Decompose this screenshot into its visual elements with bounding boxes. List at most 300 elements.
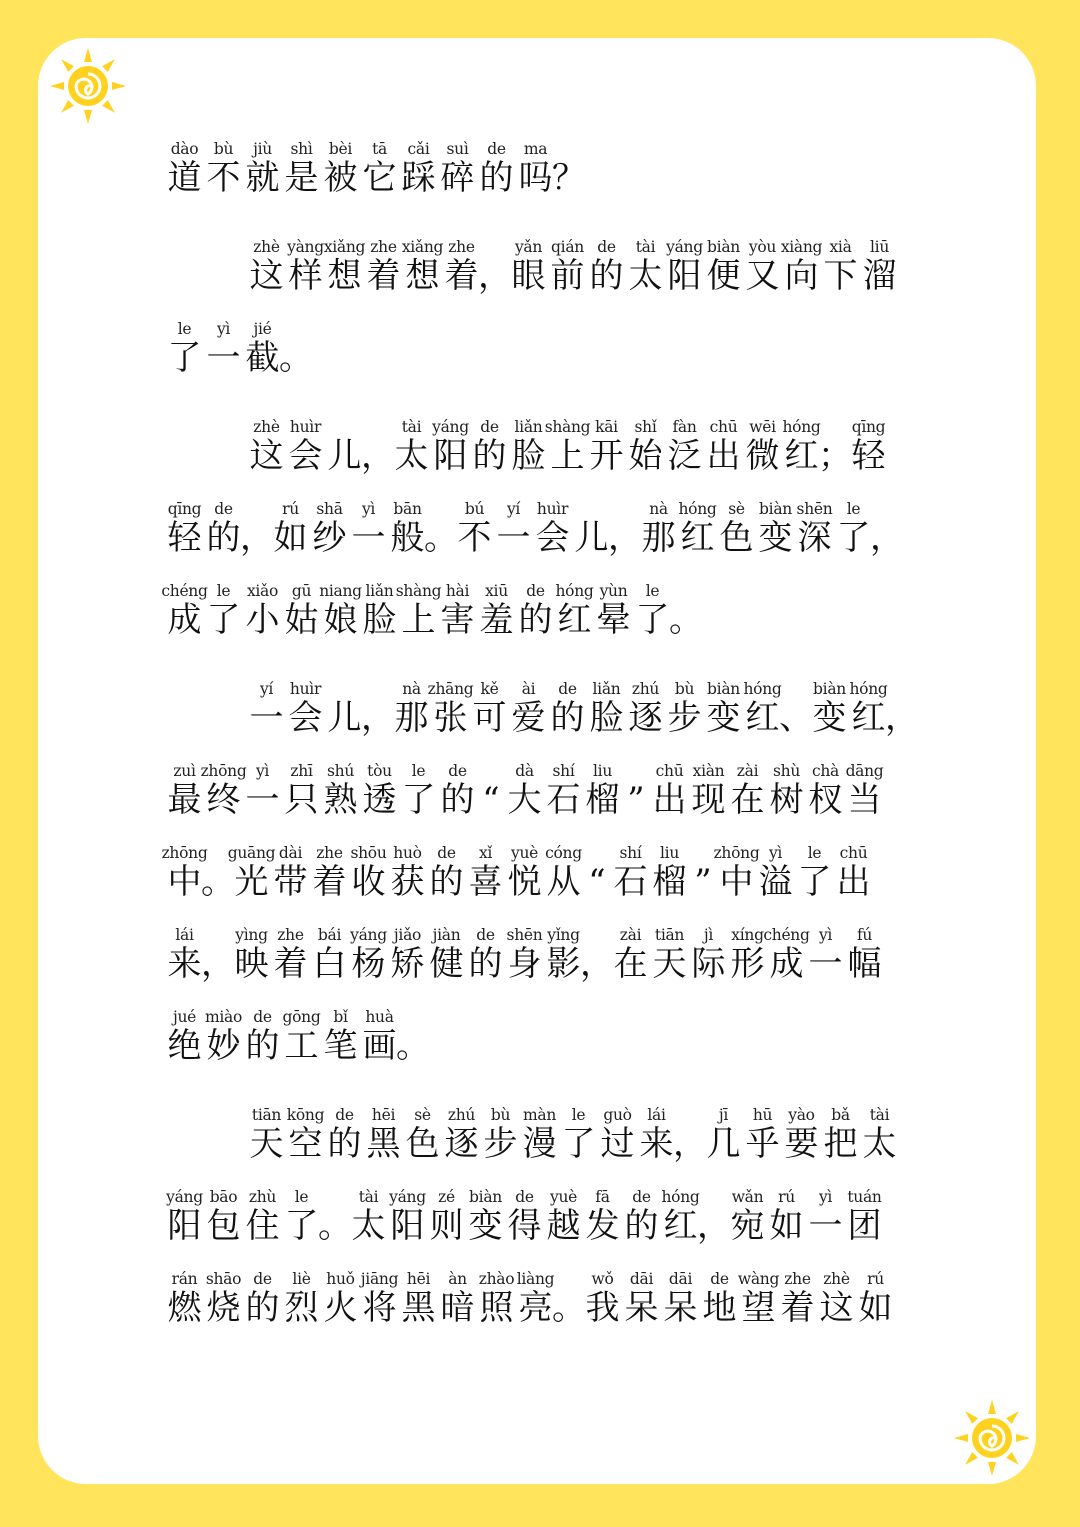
pinyin: yì	[818, 1188, 833, 1206]
hanzi: 绝	[167, 1026, 202, 1066]
ruby-char	[821, 1106, 860, 1164]
hanzi: 则	[429, 1206, 464, 1246]
pinyin: bù	[490, 1106, 511, 1124]
text-line	[165, 140, 925, 198]
ruby-char	[470, 680, 509, 738]
ruby-char	[763, 926, 810, 984]
pinyin: huà	[365, 1008, 394, 1026]
hanzi: 了	[167, 338, 202, 378]
ruby-char	[165, 500, 204, 558]
hanzi: 。	[279, 338, 313, 378]
hanzi: 轻	[851, 436, 886, 476]
pinyin: rú	[282, 500, 299, 518]
pinyin: le	[807, 844, 822, 862]
text-line	[165, 926, 925, 984]
pinyin: jī	[718, 1106, 729, 1124]
pinyin: chéng	[763, 926, 810, 944]
pinyin: xǐ	[478, 844, 493, 862]
hanzi: 来	[639, 1124, 674, 1164]
ruby-char	[204, 1008, 243, 1066]
ruby-char	[438, 140, 477, 198]
ruby-char	[626, 238, 665, 296]
pinyin: nà	[649, 500, 668, 518]
hanzi: 形	[730, 944, 765, 984]
ruby-char	[818, 418, 852, 476]
hanzi: 向	[784, 256, 819, 296]
pinyin: shí	[619, 844, 642, 862]
ruby-char	[544, 1188, 583, 1246]
hanzi: 映	[234, 944, 269, 984]
ruby-char	[477, 1270, 516, 1328]
ruby-char	[544, 762, 583, 820]
text-line	[165, 320, 925, 378]
pinyin: de	[476, 926, 495, 944]
ruby-char	[870, 500, 904, 558]
hanzi: 如	[769, 1206, 804, 1246]
hanzi: 会	[535, 518, 570, 558]
ruby-char	[403, 238, 442, 296]
pinyin: guò	[603, 1106, 632, 1124]
pinyin: shēn	[796, 500, 833, 518]
hanzi: 的	[206, 518, 241, 558]
hanzi: 的	[624, 1206, 659, 1246]
ruby-char	[669, 582, 703, 640]
pinyin: fàn	[672, 418, 697, 436]
pinyin: jiù	[253, 140, 272, 158]
hanzi: 望	[741, 1288, 776, 1328]
hanzi: 、	[779, 698, 813, 738]
pinyin: guāng	[227, 844, 276, 862]
hanzi: 变	[468, 1206, 503, 1246]
pinyin: huò	[393, 844, 422, 862]
ruby-char	[516, 582, 555, 640]
hanzi: 眼	[511, 256, 546, 296]
ruby-char	[639, 500, 678, 558]
ruby-char	[611, 926, 650, 984]
pinyin: nà	[402, 680, 421, 698]
pinyin: cǎi	[407, 140, 430, 158]
pinyin: zhe	[370, 238, 397, 256]
pinyin: zhù	[248, 1188, 277, 1206]
hanzi: 带	[273, 862, 308, 902]
ruby-char	[403, 1106, 442, 1164]
pinyin: le	[645, 582, 660, 600]
ruby-char	[622, 1270, 661, 1328]
hanzi: ；	[818, 436, 852, 476]
hanzi: 脸	[362, 600, 397, 640]
hanzi: 一	[351, 518, 386, 558]
hanzi: 黑	[401, 1288, 436, 1328]
pinyin: yì	[768, 844, 783, 862]
ruby-char	[201, 926, 235, 984]
pinyin: liu	[593, 762, 612, 780]
hanzi: 只	[284, 780, 319, 820]
hanzi: 泛	[667, 436, 702, 476]
ruby-char	[399, 1270, 438, 1328]
ruby-char	[795, 500, 834, 558]
hanzi: 榴	[652, 862, 687, 902]
ruby-char	[704, 1106, 743, 1164]
hanzi: 一	[808, 944, 843, 984]
pinyin: qīng	[851, 418, 886, 436]
hanzi: 乎	[745, 1124, 780, 1164]
ruby-char	[204, 1270, 243, 1328]
hanzi: 燃	[167, 1288, 202, 1328]
hanzi: 可	[472, 698, 507, 738]
pinyin: zhōng	[713, 844, 760, 862]
ruby-char	[856, 1270, 895, 1328]
hanzi: 害	[440, 600, 475, 640]
pinyin: zhī	[290, 762, 313, 780]
hanzi: 不	[457, 518, 492, 558]
pinyin: liǎn	[514, 418, 543, 436]
ruby-char	[438, 762, 477, 820]
ruby-char	[477, 140, 516, 198]
ruby-char	[555, 582, 594, 640]
hanzi: 了	[836, 518, 871, 558]
ruby-char	[885, 680, 919, 738]
ruby-char	[505, 1188, 544, 1246]
pinyin: tài	[358, 1188, 379, 1206]
pinyin: de	[526, 582, 545, 600]
ruby-char	[438, 1270, 477, 1328]
hanzi: 中	[719, 862, 754, 902]
ruby-char	[247, 238, 286, 296]
pinyin: de	[253, 1270, 272, 1288]
hanzi: 光	[234, 862, 269, 902]
hanzi: ”	[627, 780, 645, 820]
hanzi: 张	[433, 698, 468, 738]
hanzi: 。	[424, 518, 458, 558]
pinyin: yì	[255, 762, 270, 780]
ruby-char	[360, 762, 399, 820]
ruby-char	[364, 1106, 403, 1164]
pinyin: wēi	[749, 418, 776, 436]
ruby-char	[282, 1270, 321, 1328]
pinyin: qīng	[167, 500, 202, 518]
ruby-char	[548, 238, 587, 296]
pinyin: shù	[772, 762, 801, 780]
ruby-char	[361, 680, 395, 738]
pinyin: yáng	[350, 926, 387, 944]
hanzi: 着	[780, 1288, 815, 1328]
hanzi: 小	[245, 600, 280, 640]
hanzi: 石	[546, 780, 581, 820]
ruby-char	[767, 762, 806, 820]
hanzi: 中	[167, 862, 202, 902]
hanzi: 阳	[667, 256, 702, 296]
pinyin: de	[448, 762, 467, 780]
ruby-char	[509, 680, 548, 738]
ruby-char	[271, 926, 310, 984]
hanzi: 烈	[284, 1288, 319, 1328]
ruby-char	[470, 418, 509, 476]
hanzi: 妙	[206, 1026, 241, 1066]
pinyin: shàng	[544, 418, 591, 436]
ruby-char	[626, 680, 665, 738]
ruby-char	[650, 762, 689, 820]
pinyin: de	[558, 680, 577, 698]
hanzi: 溢	[758, 862, 793, 902]
ruby-char	[204, 582, 243, 640]
hanzi: 逐	[628, 698, 663, 738]
ruby-char	[782, 418, 821, 476]
pinyin: yí	[506, 500, 521, 518]
ruby-char	[271, 500, 310, 558]
ruby-char	[399, 140, 438, 198]
ruby-char	[232, 926, 271, 984]
hanzi: 了	[401, 780, 436, 820]
ruby-char	[321, 762, 360, 820]
ruby-char	[388, 500, 427, 558]
hanzi: 了	[797, 862, 832, 902]
ruby-char	[661, 1270, 700, 1328]
pinyin: biàn	[707, 238, 740, 256]
pinyin: yáng	[166, 1188, 203, 1206]
pinyin: ài	[521, 680, 536, 698]
ruby-char	[650, 844, 689, 902]
ruby-char	[282, 140, 321, 198]
ruby-char	[821, 238, 860, 296]
pinyin: dài	[278, 844, 303, 862]
hanzi: 想	[327, 256, 362, 296]
pinyin-text-block	[161, 140, 925, 1352]
hanzi: 发	[585, 1206, 620, 1246]
ruby-char	[587, 238, 626, 296]
pinyin: tài	[635, 238, 656, 256]
ruby-char	[349, 926, 388, 984]
pinyin: kōng	[286, 1106, 325, 1124]
hanzi: ？	[552, 158, 586, 198]
hanzi: 儿	[327, 436, 362, 476]
ruby-char	[325, 418, 364, 476]
hanzi: 的	[550, 698, 585, 738]
hanzi: 身	[507, 944, 542, 984]
ruby-char	[509, 418, 548, 476]
pinyin: le	[846, 500, 861, 518]
hanzi: 便	[706, 256, 741, 296]
pinyin: hài	[445, 582, 470, 600]
hanzi: 矫	[390, 944, 425, 984]
pinyin: hóng	[661, 1188, 700, 1206]
text-line	[165, 1106, 925, 1164]
hanzi: 工	[284, 1026, 319, 1066]
ruby-char	[286, 680, 325, 738]
ruby-char	[466, 1188, 505, 1246]
hanzi: ，	[673, 1124, 707, 1164]
ruby-char	[247, 418, 286, 476]
ruby-char	[360, 582, 399, 640]
hanzi: 儿	[327, 698, 362, 738]
pinyin: shú	[326, 762, 355, 780]
sun-icon	[46, 44, 130, 128]
ruby-char	[743, 1106, 782, 1164]
ruby-char	[494, 500, 533, 558]
pinyin: wǒ	[591, 1270, 614, 1288]
hanzi: 现	[691, 780, 726, 820]
hanzi: 最	[167, 780, 202, 820]
ruby-char	[204, 320, 243, 378]
ruby-char	[860, 238, 899, 296]
ruby-char	[481, 1106, 520, 1164]
pinyin: zhāng	[427, 680, 474, 698]
hanzi: 终	[206, 780, 241, 820]
ruby-char	[728, 762, 767, 820]
ruby-char	[361, 418, 395, 476]
ruby-char	[360, 1270, 399, 1328]
pinyin: zài	[736, 762, 759, 780]
hanzi: 的	[327, 1124, 362, 1164]
pinyin: liu	[660, 844, 679, 862]
hanzi: 碎	[440, 158, 475, 198]
pinyin: shōu	[350, 844, 387, 862]
ruby-char	[580, 926, 614, 984]
pinyin: chà	[811, 762, 839, 780]
ruby-char	[427, 926, 466, 984]
ruby-char	[310, 844, 349, 902]
ruby-char	[477, 582, 516, 640]
hanzi: 包	[206, 1206, 241, 1246]
ruby-char	[552, 1270, 586, 1328]
pinyin: huìr	[289, 418, 322, 436]
ruby-char	[427, 844, 466, 902]
ruby-char	[227, 844, 276, 902]
hanzi: 呆	[624, 1288, 659, 1328]
hanzi: 红	[745, 698, 780, 738]
ruby-char	[594, 582, 633, 640]
pinyin: le	[294, 1188, 309, 1206]
ruby-char	[834, 844, 873, 902]
pinyin: biàn	[707, 680, 740, 698]
pinyin: biàn	[469, 1188, 502, 1206]
hanzi: “	[588, 862, 606, 902]
ruby-char	[325, 680, 364, 738]
hanzi: 画	[362, 1026, 397, 1066]
pinyin: màn	[522, 1106, 557, 1124]
pinyin: shǐ	[634, 418, 657, 436]
ruby-char	[548, 680, 587, 738]
text-line	[165, 418, 925, 476]
pinyin: xiū	[485, 582, 508, 600]
ruby-char	[713, 844, 760, 902]
ruby-char	[544, 844, 583, 902]
pinyin: sè	[414, 1106, 431, 1124]
pinyin: niang	[319, 582, 362, 600]
pinyin: wǎn	[731, 1188, 764, 1206]
hanzi: 在	[730, 780, 765, 820]
pinyin: shí	[552, 762, 575, 780]
ruby-char	[427, 680, 474, 738]
hanzi: ”	[694, 862, 712, 902]
hanzi: 幅	[847, 944, 882, 984]
pinyin: tài	[869, 1106, 890, 1124]
pinyin: le	[216, 582, 231, 600]
ruby-char	[678, 500, 717, 558]
ruby-char	[689, 762, 728, 820]
pinyin: hóng	[782, 418, 821, 436]
hanzi: 太	[394, 436, 429, 476]
ruby-char	[161, 582, 208, 640]
pinyin: liǎn	[365, 582, 394, 600]
text-line	[165, 238, 925, 296]
ruby-char	[665, 238, 704, 296]
ruby-char	[466, 844, 505, 902]
ruby-char	[782, 238, 821, 296]
pinyin: de	[597, 238, 616, 256]
hanzi: 一	[249, 698, 284, 738]
pinyin: shāo	[205, 1270, 242, 1288]
hanzi: 黑	[366, 1124, 401, 1164]
pinyin: xià	[829, 238, 852, 256]
pinyin: liàng	[516, 1270, 555, 1288]
hanzi: 树	[769, 780, 804, 820]
pinyin: zhè	[823, 1270, 850, 1288]
hanzi: 几	[706, 1124, 741, 1164]
pinyin: àn	[448, 1270, 467, 1288]
ruby-char	[325, 1106, 364, 1164]
pinyin: de	[437, 844, 456, 862]
hanzi: 娘	[323, 600, 358, 640]
ruby-char	[509, 238, 548, 296]
pinyin: xiǎng	[323, 238, 366, 256]
hanzi: 微	[745, 436, 780, 476]
ruby-char	[849, 418, 888, 476]
ruby-char	[728, 926, 767, 984]
ruby-char	[622, 1188, 661, 1246]
ruby-char	[204, 1188, 243, 1246]
pinyin: shā	[316, 500, 343, 518]
hanzi: 悦	[507, 862, 542, 902]
hanzi: 的	[468, 944, 503, 984]
ruby-char	[477, 762, 505, 820]
ruby-char	[845, 1188, 884, 1246]
hanzi: 杈	[808, 780, 843, 820]
pinyin: tòu	[367, 762, 392, 780]
hanzi: 杨	[351, 944, 386, 984]
ruby-char	[243, 1270, 282, 1328]
ruby-char	[516, 1270, 555, 1328]
ruby-char	[165, 1008, 204, 1066]
hanzi: 开	[589, 436, 624, 476]
hanzi: 出	[836, 862, 871, 902]
pinyin: zuì	[173, 762, 196, 780]
ruby-char	[806, 762, 845, 820]
hanzi: 阳	[167, 1206, 202, 1246]
text-line	[161, 582, 925, 640]
pinyin: jiǎo	[393, 926, 422, 944]
ruby-char	[243, 762, 282, 820]
ruby-char	[689, 926, 728, 984]
pinyin: yì	[361, 500, 376, 518]
pinyin: tā	[372, 140, 387, 158]
pinyin: yuè	[549, 1188, 577, 1206]
ruby-char	[717, 500, 756, 558]
ruby-char	[247, 1106, 286, 1164]
ruby-char	[165, 1188, 204, 1246]
pinyin: yuè	[510, 844, 538, 862]
hanzi: 吗	[518, 158, 553, 198]
hanzi: 红	[663, 1206, 698, 1246]
hanzi: 。	[669, 600, 703, 640]
pinyin: lái	[175, 926, 194, 944]
ruby-char	[533, 500, 572, 558]
hanzi: 变	[812, 698, 847, 738]
ruby-char	[697, 1188, 731, 1246]
hanzi: 又	[745, 256, 780, 296]
hanzi: 轻	[167, 518, 202, 558]
pinyin: zhè	[253, 418, 280, 436]
hanzi: 榴	[585, 780, 620, 820]
